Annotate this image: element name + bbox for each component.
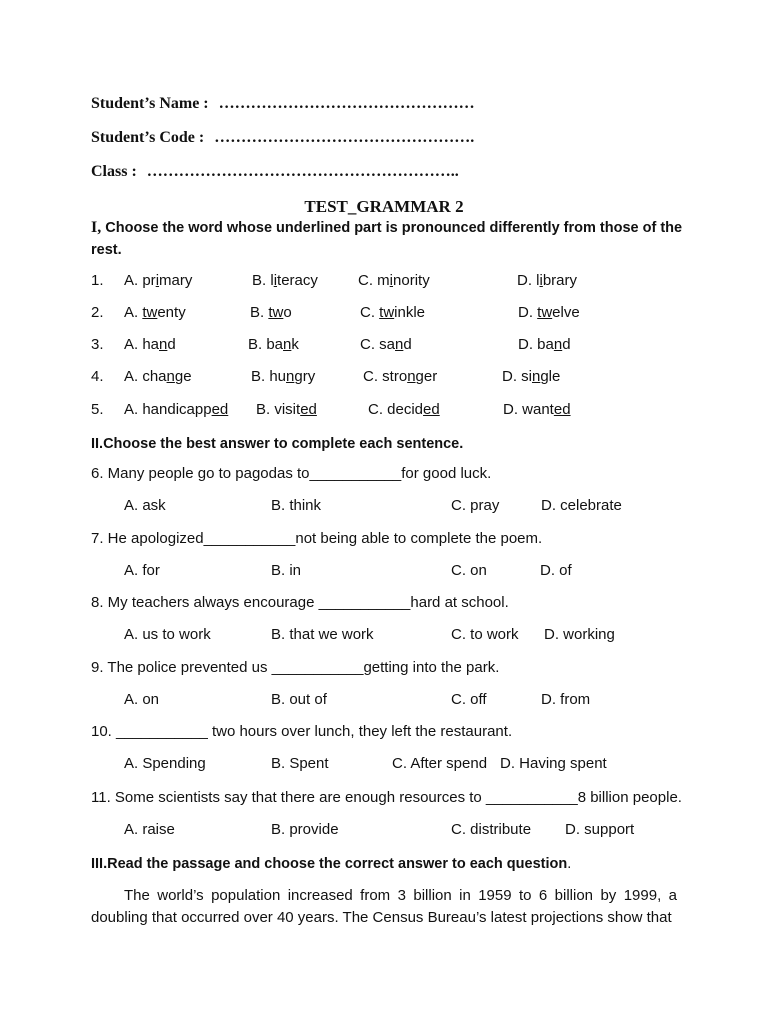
question-stem: 9. The police prevented us ___________getting into the park. xyxy=(91,659,500,676)
option-text: A. xyxy=(124,304,143,321)
option-text: B. l xyxy=(252,272,274,289)
student-code-blank[interactable]: …………………………………………. xyxy=(214,129,475,146)
underlined-part: n xyxy=(286,368,295,385)
answer-options-row xyxy=(0,691,768,713)
answer-option[interactable]: B. provide xyxy=(271,821,339,838)
answer-option[interactable]: B. think xyxy=(271,497,322,514)
underlined-part: tw xyxy=(537,304,553,321)
option-text: elve xyxy=(552,304,580,321)
answer-option[interactable] xyxy=(256,401,317,418)
answer-option[interactable]: A. Spending xyxy=(124,755,206,772)
option-text: C. m xyxy=(358,272,390,289)
answer-option[interactable]: D. from xyxy=(541,691,591,708)
answer-option[interactable]: D. of xyxy=(540,562,572,579)
underlined-part: ed xyxy=(423,401,440,418)
answer-option[interactable] xyxy=(250,304,292,321)
section-3-text: III.Read the passage and choose the correct answer to each question xyxy=(91,856,568,872)
student-name-blank[interactable]: ………………………………………… xyxy=(218,95,475,112)
question-number: 2. xyxy=(91,304,104,321)
question-stem: 11. Some scientists say that there are enough resources to ___________8 billion people. xyxy=(91,789,682,806)
answer-option[interactable]: C. off xyxy=(451,691,487,708)
answer-options-row xyxy=(0,821,768,843)
question-number: 3. xyxy=(91,336,104,353)
section-1-instruction xyxy=(91,217,691,261)
question-stem: 6. Many people go to pagodas to___________for good luck. xyxy=(91,465,492,482)
option-text: A. pr xyxy=(124,272,156,289)
option-text: C. sa xyxy=(360,336,396,353)
answer-option[interactable] xyxy=(248,336,299,353)
underlined-part: tw xyxy=(142,304,158,321)
answer-option[interactable]: C. on xyxy=(451,562,487,579)
underlined-part: ed xyxy=(300,401,317,418)
underlined-part: n xyxy=(159,336,168,353)
pronunciation-question xyxy=(0,368,768,390)
answer-option[interactable]: D. working xyxy=(544,626,615,643)
answer-option[interactable] xyxy=(503,401,571,418)
option-text: d xyxy=(403,336,412,353)
answer-option[interactable]: A. ask xyxy=(124,497,166,514)
question-number: 4. xyxy=(91,368,104,385)
class-label: Class : xyxy=(91,163,137,180)
option-text: inkle xyxy=(394,304,426,321)
option-text: k xyxy=(291,336,299,353)
answer-option[interactable] xyxy=(124,272,192,289)
answer-option[interactable]: C. to work xyxy=(451,626,519,643)
answer-option[interactable] xyxy=(251,368,315,385)
student-name-label: Student’s Name : xyxy=(91,95,209,112)
answer-option[interactable] xyxy=(124,304,186,321)
underlined-part: tw xyxy=(268,304,284,321)
option-text: brary xyxy=(542,272,578,289)
option-text: A. handicapp xyxy=(124,401,212,418)
option-text: D. si xyxy=(502,368,532,385)
option-text: B. hu xyxy=(251,368,287,385)
answer-options-row xyxy=(0,562,768,584)
option-text: nority xyxy=(393,272,430,289)
option-text: ge xyxy=(174,368,192,385)
section-1-numeral: I, xyxy=(91,219,102,236)
option-text: B. ba xyxy=(248,336,284,353)
answer-option[interactable] xyxy=(368,401,440,418)
option-text: o xyxy=(283,304,292,321)
answer-option[interactable] xyxy=(124,336,176,353)
pronunciation-question xyxy=(0,304,768,326)
answer-option[interactable] xyxy=(360,336,412,353)
answer-option[interactable] xyxy=(124,401,228,418)
answer-option[interactable]: B. out of xyxy=(271,691,327,708)
answer-option[interactable]: B. that we work xyxy=(271,626,374,643)
option-text: A. cha xyxy=(124,368,167,385)
option-text: gle xyxy=(540,368,561,385)
answer-options-row xyxy=(0,497,768,519)
option-text: d xyxy=(167,336,176,353)
section-3-period: . xyxy=(567,856,572,872)
option-text: D. ba xyxy=(518,336,554,353)
underlined-part: i xyxy=(273,272,278,289)
answer-option[interactable] xyxy=(124,368,192,385)
section-1-text: Choose the word whose underlined part is pronounced differently from those of the rest. xyxy=(91,220,683,258)
answer-option[interactable] xyxy=(518,336,571,353)
underlined-part: i xyxy=(155,272,160,289)
underlined-part: i xyxy=(539,272,543,289)
option-text: D. want xyxy=(503,401,554,418)
student-code-label: Student’s Code : xyxy=(91,129,205,146)
answer-option[interactable] xyxy=(358,272,430,289)
answer-option[interactable]: D. celebrate xyxy=(541,497,622,514)
question-stem: 10. ___________ two hours over lunch, they left the restaurant. xyxy=(91,723,513,740)
test-title: TEST_GRAMMAR 2 xyxy=(304,197,464,216)
answer-option[interactable] xyxy=(252,272,318,289)
answer-options-row xyxy=(0,626,768,648)
answer-option[interactable]: B. in xyxy=(271,562,302,579)
student-code-line xyxy=(91,129,474,147)
answer-option[interactable] xyxy=(363,368,437,385)
question-stem: 8. My teachers always encourage ___________hard at school. xyxy=(91,594,509,611)
underlined-part: n xyxy=(532,368,541,385)
option-text: A. ha xyxy=(124,336,160,353)
underlined-part: ed xyxy=(553,401,571,418)
answer-option[interactable]: C. After spend xyxy=(392,755,488,772)
pronunciation-question xyxy=(0,336,768,358)
option-text: d xyxy=(562,336,571,353)
option-text: B. xyxy=(250,304,269,321)
answer-option[interactable]: A. raise xyxy=(124,821,175,838)
option-text: C. xyxy=(360,304,380,321)
student-name-line xyxy=(91,95,475,113)
pronunciation-question xyxy=(0,272,768,294)
option-text: D. l xyxy=(517,272,540,289)
answer-option[interactable]: C. pray xyxy=(451,497,500,514)
option-text: C. decid xyxy=(368,401,424,418)
underlined-part: n xyxy=(553,336,563,353)
question-number: 1. xyxy=(91,272,104,289)
reading-passage: The world’s population increased from 3 billion in 1959 to 6 billion by 1999, a doubling that occurred over 40 years. The Census Bureau’s latest projections show that xyxy=(91,887,677,926)
answer-option[interactable]: B. Spent xyxy=(271,755,329,772)
question-stem: 7. He apologized___________not being able to complete the poem. xyxy=(91,530,543,547)
pronunciation-question xyxy=(0,401,768,423)
underlined-part: n xyxy=(395,336,404,353)
underlined-part: ed xyxy=(211,401,229,418)
answer-option[interactable]: A. on xyxy=(124,691,160,708)
underlined-part: n xyxy=(166,368,175,385)
question-number: 5. xyxy=(91,401,104,418)
answer-option[interactable]: C. distribute xyxy=(451,821,532,838)
section-3-instruction xyxy=(91,853,691,875)
answer-options-row xyxy=(0,755,768,777)
answer-option[interactable] xyxy=(502,368,560,385)
underlined-part: n xyxy=(407,368,416,385)
option-text: teracy xyxy=(277,272,318,289)
answer-option[interactable]: D. support xyxy=(565,821,635,838)
option-text: enty xyxy=(157,304,186,321)
option-text: mary xyxy=(159,272,193,289)
answer-option[interactable]: A. for xyxy=(124,562,160,579)
section-2-instruction: II.Choose the best answer to complete each sentence. xyxy=(91,436,464,452)
answer-option[interactable] xyxy=(360,304,425,321)
answer-option[interactable] xyxy=(517,272,577,289)
answer-option[interactable] xyxy=(518,304,580,321)
class-line xyxy=(91,163,459,181)
option-text: gry xyxy=(294,368,316,385)
class-blank[interactable]: ………………………………………………….. xyxy=(146,163,459,180)
answer-option[interactable]: A. us to work xyxy=(124,626,211,643)
underlined-part: i xyxy=(389,272,394,289)
option-text: D. xyxy=(518,304,538,321)
underlined-part: tw xyxy=(379,304,395,321)
option-text: B. visit xyxy=(256,401,301,418)
option-text: ger xyxy=(415,368,438,385)
option-text: C. stro xyxy=(363,368,408,385)
underlined-part: n xyxy=(283,336,292,353)
answer-option[interactable]: D. Having spent xyxy=(500,755,607,772)
